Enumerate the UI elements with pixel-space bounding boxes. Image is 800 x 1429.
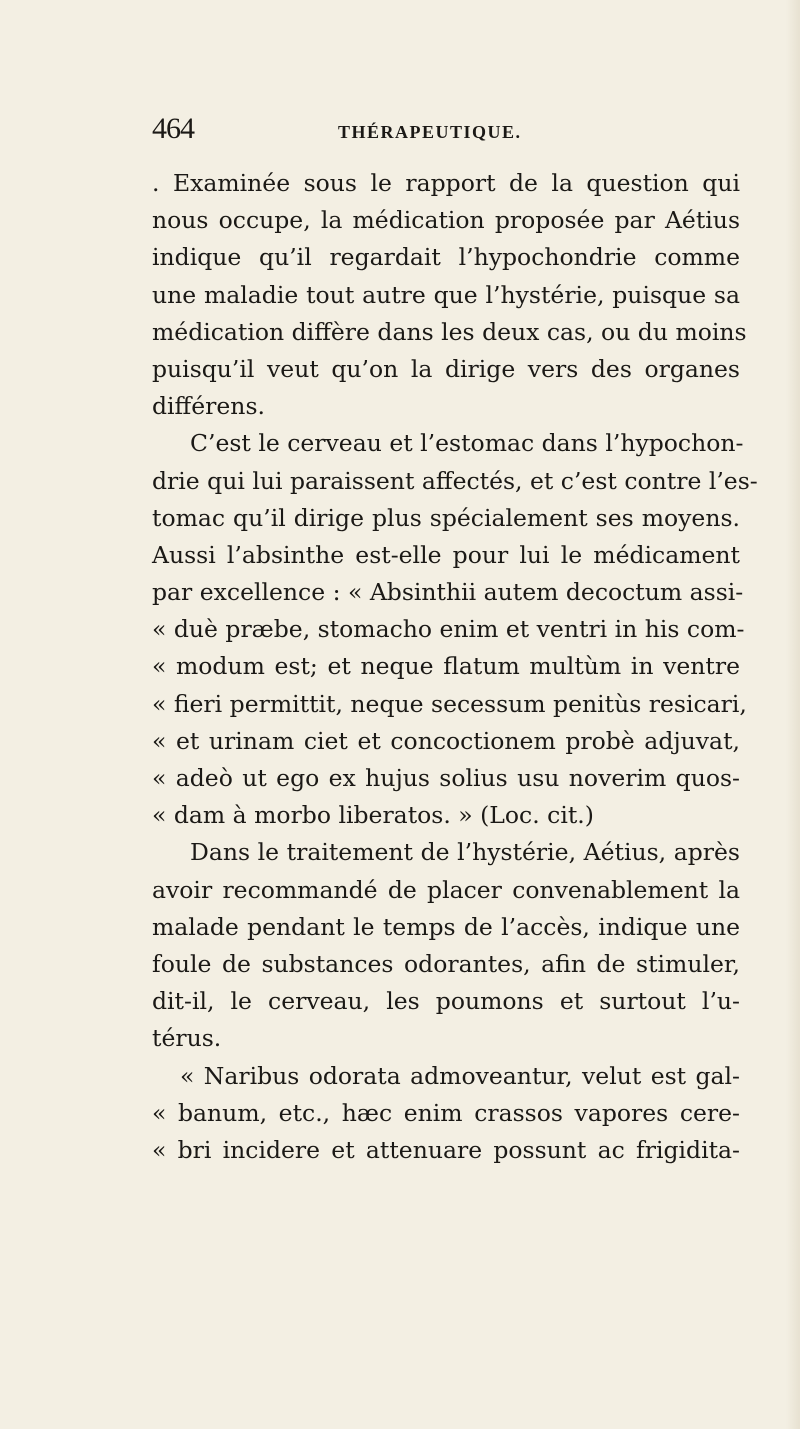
text-line: drie qui lui paraissent affectés, et c’est contre l’es-	[152, 466, 758, 495]
text-line: par excellence : « Absinthii autem decoctum assi-	[152, 578, 744, 607]
running-head: THÉRAPEUTIQUE.	[338, 122, 522, 142]
text-line: indique qu’il regardait l’hypochondrie comme	[152, 243, 740, 272]
text-line: « bri incidere et attenuare possunt ac frigidita-	[152, 1135, 740, 1164]
text-line: tomac qu’il dirige plus spécialement ses moyens.	[152, 503, 740, 532]
page-edge-shadow	[786, 0, 800, 1429]
text-line: « banum, etc., hæc enim crassos vapores cere-	[152, 1098, 740, 1127]
text-line: dit-il, le cerveau, les poumons et surtout l’u-	[152, 987, 740, 1016]
text-line: « Naribus odorata admoveantur, velut est gal-	[180, 1061, 740, 1090]
text-line: « duè præbe, stomacho enim et ventri in his com-	[152, 615, 745, 644]
text-line: médication diffère dans les deux cas, ou du moins	[152, 317, 747, 346]
text-line: « modum est; et neque flatum multùm in ventre	[152, 652, 740, 681]
text-line: C’est le cerveau et l’estomac dans l’hypochon-	[190, 429, 744, 458]
text-line: « fieri permittit, neque secessum penitùs resicari,	[152, 689, 747, 718]
text-line: malade pendant le temps de l’accès, indique une	[152, 912, 740, 941]
text-line: puisqu’il veut qu’on la dirige vers des organes	[152, 354, 740, 383]
text-line: différens.	[152, 392, 265, 421]
text-line: térus.	[152, 1024, 222, 1053]
text-line: Dans le traitement de l’hystérie, Aétius, après	[190, 838, 740, 867]
text-line: « adeò ut ego ex hujus solius usu noverim quos-	[152, 764, 740, 792]
text-line: « dam à morbo liberatos. » (Loc. cit.)	[152, 801, 594, 830]
page-number: 464	[152, 112, 194, 145]
text-line: « et urinam ciet et concoctionem probè adjuvat,	[152, 726, 740, 755]
text-line: une maladie tout autre que l’hystérie, puisque sa	[152, 280, 740, 309]
text-line: foule de substances odorantes, afin de stimuler,	[152, 949, 740, 978]
text-line: . Examinée sous le rapport de la question qui	[152, 169, 740, 197]
body-text	[152, 165, 758, 1169]
text-line: Aussi l’absinthe est-elle pour lui le médicament	[152, 540, 740, 569]
text-line: nous occupe, la médication proposée par Aétius	[152, 206, 740, 235]
text-line: avoir recommandé de placer convenablement la	[152, 875, 740, 904]
